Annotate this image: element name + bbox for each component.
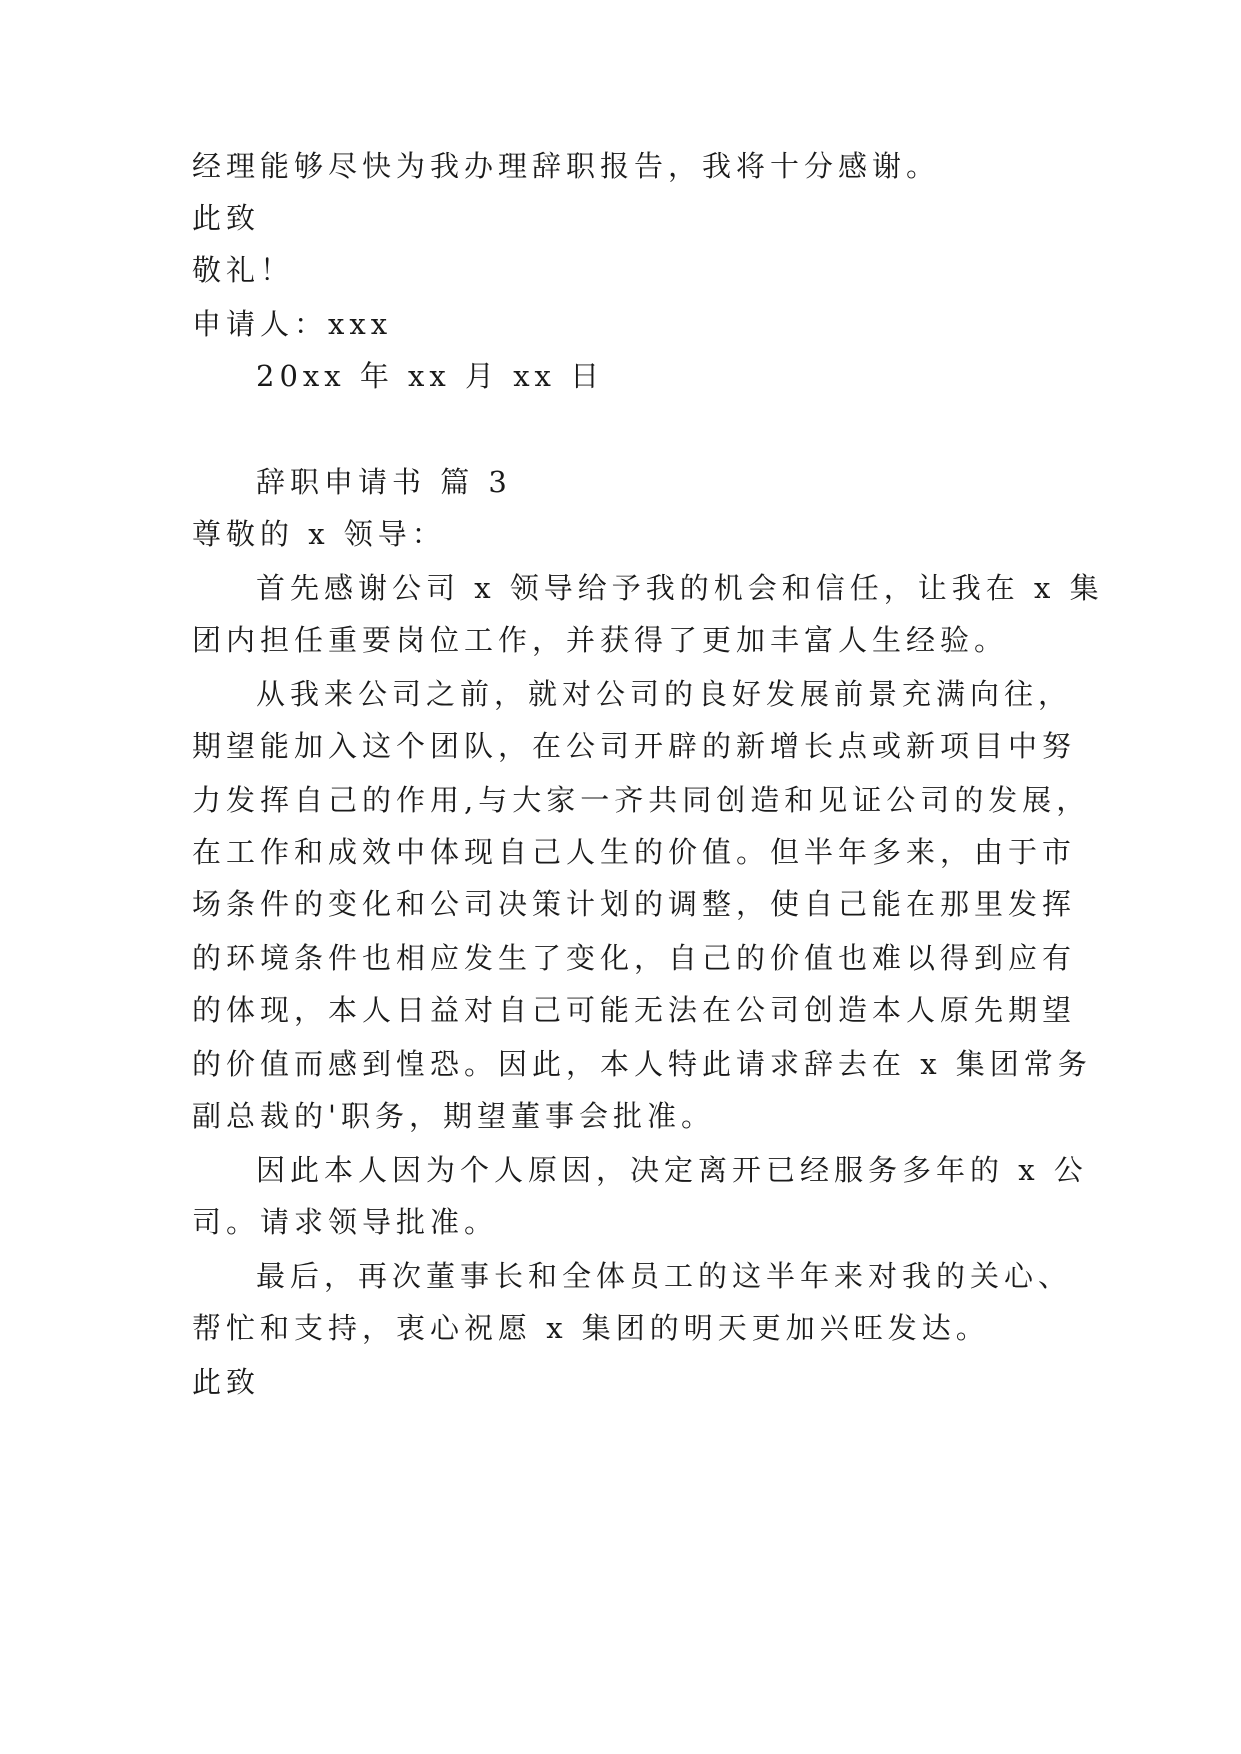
salutation-jingli: 敬礼！: [192, 253, 295, 287]
applicant-line: 申请人：xxx: [192, 307, 393, 341]
paragraph-line: 力发挥自己的作用,与大家一齐共同创造和见证公司的发展，: [192, 783, 1091, 817]
paragraph-line: 团内担任重要岗位工作，并获得了更加丰富人生经验。: [192, 623, 1009, 657]
paragraph-line: 因此本人因为个人原因，决定离开已经服务多年的 x 公: [256, 1153, 1088, 1187]
section-heading: 辞职申请书 篇 3: [256, 465, 512, 499]
paragraph-line: 期望能加入这个团队，在公司开辟的新增长点或新项目中努: [192, 729, 1077, 763]
paragraph-line: 的环境条件也相应发生了变化，自己的价值也难以得到应有: [192, 941, 1077, 975]
paragraph-line: 从我来公司之前，就对公司的良好发展前景充满向往，: [256, 677, 1073, 711]
paragraph-line: 司。请求领导批准。: [192, 1205, 499, 1239]
paragraph-line: 副总裁的'职务，期望董事会批准。: [192, 1099, 715, 1133]
greeting-line: 尊敬的 x 领导：: [192, 517, 446, 551]
date-line: 20xx 年 xx 月 xx 日: [256, 359, 605, 393]
salutation-cizhi: 此致: [192, 201, 261, 235]
salutation-cizhi-2: 此致: [192, 1365, 261, 1399]
paragraph-line: 帮忙和支持，衷心祝愿 x 集团的明天更加兴旺发达。: [192, 1311, 990, 1345]
paragraph-line: 在工作和成效中体现自己人生的价值。但半年多来，由于市: [192, 835, 1077, 869]
paragraph-line: 的体现，本人日益对自己可能无法在公司创造本人原先期望: [192, 993, 1077, 1027]
paragraph-line: 场条件的变化和公司决策计划的调整，使自己能在那里发挥: [192, 887, 1077, 921]
paragraph-line: 首先感谢公司 x 领导给予我的机会和信任，让我在 x 集: [256, 571, 1104, 605]
paragraph-line: 的价值而感到惶恐。因此，本人特此请求辞去在 x 集团常务: [192, 1047, 1092, 1081]
paragraph-line: 最后，再次董事长和全体员工的这半年来对我的关心、: [256, 1259, 1073, 1293]
closing-sentence: 经理能够尽快为我办理辞职报告，我将十分感谢。: [192, 149, 941, 183]
